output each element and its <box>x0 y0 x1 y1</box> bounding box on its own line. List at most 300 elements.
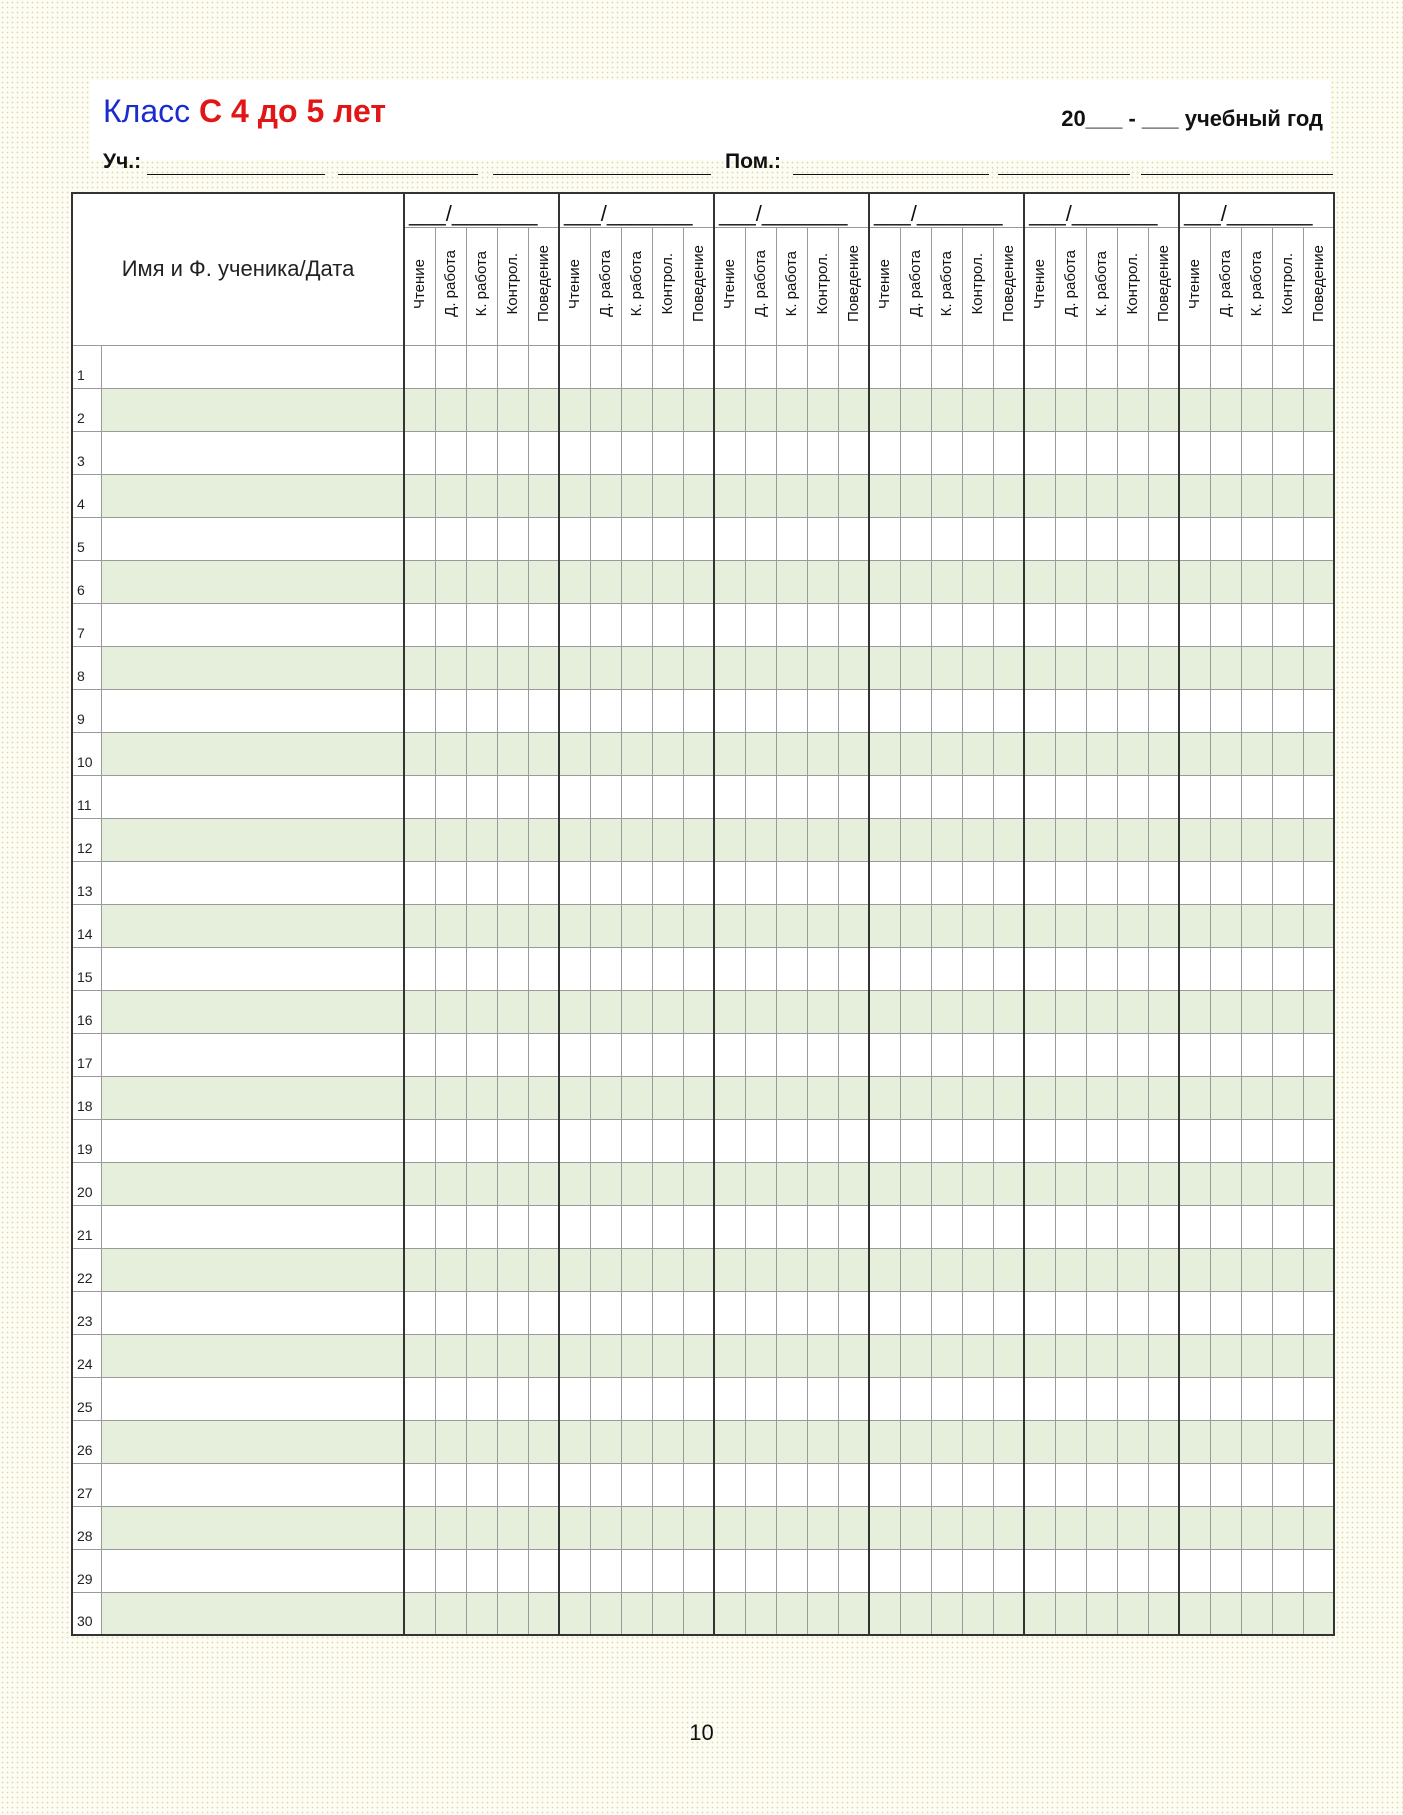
grade-cell[interactable] <box>931 560 962 603</box>
student-name-cell[interactable] <box>101 818 404 861</box>
grade-cell[interactable] <box>652 1205 683 1248</box>
grade-cell[interactable] <box>993 560 1024 603</box>
grade-cell[interactable] <box>807 1549 838 1592</box>
grade-cell[interactable] <box>652 560 683 603</box>
grade-cell[interactable] <box>1179 904 1210 947</box>
grade-cell[interactable] <box>1241 990 1272 1033</box>
grade-cell[interactable] <box>807 1291 838 1334</box>
grade-cell[interactable] <box>776 1463 807 1506</box>
grade-cell[interactable] <box>652 904 683 947</box>
grade-cell[interactable] <box>559 775 590 818</box>
grade-cell[interactable] <box>993 1463 1024 1506</box>
grade-cell[interactable] <box>466 646 497 689</box>
grade-cell[interactable] <box>1272 990 1303 1033</box>
grade-cell[interactable] <box>1272 775 1303 818</box>
grade-cell[interactable] <box>404 1162 435 1205</box>
grade-cell[interactable] <box>993 1162 1024 1205</box>
grade-cell[interactable] <box>559 1420 590 1463</box>
grade-cell[interactable] <box>931 345 962 388</box>
grade-cell[interactable] <box>1148 1334 1179 1377</box>
grade-cell[interactable] <box>714 1119 745 1162</box>
grade-cell[interactable] <box>1241 861 1272 904</box>
grade-cell[interactable] <box>1086 1592 1117 1635</box>
grade-cell[interactable] <box>745 1592 776 1635</box>
grade-cell[interactable] <box>1241 431 1272 474</box>
grade-cell[interactable] <box>962 990 993 1033</box>
grade-cell[interactable] <box>869 818 900 861</box>
grade-cell[interactable] <box>900 1592 931 1635</box>
grade-cell[interactable] <box>776 1162 807 1205</box>
student-name-cell[interactable] <box>101 990 404 1033</box>
grade-cell[interactable] <box>838 861 869 904</box>
grade-cell[interactable] <box>1055 947 1086 990</box>
grade-cell[interactable] <box>1055 1033 1086 1076</box>
grade-cell[interactable] <box>621 1463 652 1506</box>
grade-cell[interactable] <box>807 861 838 904</box>
grade-cell[interactable] <box>652 517 683 560</box>
grade-cell[interactable] <box>807 474 838 517</box>
grade-cell[interactable] <box>652 1076 683 1119</box>
grade-cell[interactable] <box>807 1205 838 1248</box>
grade-cell[interactable] <box>1210 603 1241 646</box>
grade-cell[interactable] <box>1272 388 1303 431</box>
grade-cell[interactable] <box>962 474 993 517</box>
grade-cell[interactable] <box>900 1119 931 1162</box>
grade-cell[interactable] <box>1241 947 1272 990</box>
grade-cell[interactable] <box>1117 818 1148 861</box>
grade-cell[interactable] <box>1272 1248 1303 1291</box>
grade-cell[interactable] <box>435 1119 466 1162</box>
grade-cell[interactable] <box>497 1119 528 1162</box>
grade-cell[interactable] <box>590 1119 621 1162</box>
grade-cell[interactable] <box>993 732 1024 775</box>
grade-cell[interactable] <box>1179 990 1210 1033</box>
grade-cell[interactable] <box>652 861 683 904</box>
grade-cell[interactable] <box>559 1205 590 1248</box>
grade-cell[interactable] <box>1086 1291 1117 1334</box>
grade-cell[interactable] <box>714 904 745 947</box>
grade-cell[interactable] <box>559 1162 590 1205</box>
grade-cell[interactable] <box>1024 904 1055 947</box>
grade-cell[interactable] <box>1055 1506 1086 1549</box>
grade-cell[interactable] <box>931 1119 962 1162</box>
grade-cell[interactable] <box>807 947 838 990</box>
grade-cell[interactable] <box>900 603 931 646</box>
grade-cell[interactable] <box>590 431 621 474</box>
grade-cell[interactable] <box>962 1291 993 1334</box>
grade-cell[interactable] <box>621 904 652 947</box>
grade-cell[interactable] <box>900 818 931 861</box>
grade-cell[interactable] <box>466 1377 497 1420</box>
grade-cell[interactable] <box>1055 775 1086 818</box>
grade-cell[interactable] <box>993 990 1024 1033</box>
grade-cell[interactable] <box>776 517 807 560</box>
grade-cell[interactable] <box>590 474 621 517</box>
grade-cell[interactable] <box>1055 1205 1086 1248</box>
student-name-cell[interactable] <box>101 1334 404 1377</box>
grade-cell[interactable] <box>1179 1506 1210 1549</box>
grade-cell[interactable] <box>528 818 559 861</box>
grade-cell[interactable] <box>1241 775 1272 818</box>
grade-cell[interactable] <box>404 517 435 560</box>
grade-cell[interactable] <box>590 1420 621 1463</box>
grade-cell[interactable] <box>1272 1377 1303 1420</box>
grade-cell[interactable] <box>1179 1033 1210 1076</box>
grade-cell[interactable] <box>435 861 466 904</box>
grade-cell[interactable] <box>1024 861 1055 904</box>
grade-cell[interactable] <box>1210 1033 1241 1076</box>
grade-cell[interactable] <box>1024 517 1055 560</box>
grade-cell[interactable] <box>559 474 590 517</box>
grade-cell[interactable] <box>1210 560 1241 603</box>
grade-cell[interactable] <box>559 1377 590 1420</box>
grade-cell[interactable] <box>1210 861 1241 904</box>
grade-cell[interactable] <box>1210 947 1241 990</box>
grade-cell[interactable] <box>1303 1033 1334 1076</box>
grade-cell[interactable] <box>869 1291 900 1334</box>
grade-cell[interactable] <box>993 1334 1024 1377</box>
grade-cell[interactable] <box>404 1119 435 1162</box>
grade-cell[interactable] <box>404 1420 435 1463</box>
grade-cell[interactable] <box>745 388 776 431</box>
grade-cell[interactable] <box>1210 1506 1241 1549</box>
grade-cell[interactable] <box>776 1592 807 1635</box>
grade-cell[interactable] <box>1179 861 1210 904</box>
grade-cell[interactable] <box>962 1205 993 1248</box>
grade-cell[interactable] <box>869 775 900 818</box>
grade-cell[interactable] <box>807 1076 838 1119</box>
grade-cell[interactable] <box>869 1033 900 1076</box>
grade-cell[interactable] <box>683 818 714 861</box>
grade-cell[interactable] <box>497 345 528 388</box>
student-name-cell[interactable] <box>101 603 404 646</box>
grade-cell[interactable] <box>435 947 466 990</box>
grade-cell[interactable] <box>993 947 1024 990</box>
grade-cell[interactable] <box>1241 1377 1272 1420</box>
grade-cell[interactable] <box>435 345 466 388</box>
date-header-2[interactable] <box>559 193 714 227</box>
grade-cell[interactable] <box>869 1420 900 1463</box>
grade-cell[interactable] <box>776 474 807 517</box>
grade-cell[interactable] <box>1055 431 1086 474</box>
grade-cell[interactable] <box>745 775 776 818</box>
grade-cell[interactable] <box>466 345 497 388</box>
grade-cell[interactable] <box>714 1549 745 1592</box>
grade-cell[interactable] <box>745 560 776 603</box>
grade-cell[interactable] <box>1148 947 1179 990</box>
grade-cell[interactable] <box>590 1506 621 1549</box>
grade-cell[interactable] <box>1117 1205 1148 1248</box>
grade-cell[interactable] <box>1024 1119 1055 1162</box>
grade-cell[interactable] <box>652 990 683 1033</box>
grade-cell[interactable] <box>435 388 466 431</box>
grade-cell[interactable] <box>652 818 683 861</box>
grade-cell[interactable] <box>466 603 497 646</box>
grade-cell[interactable] <box>466 990 497 1033</box>
grade-cell[interactable] <box>621 388 652 431</box>
grade-cell[interactable] <box>466 818 497 861</box>
grade-cell[interactable] <box>652 1377 683 1420</box>
grade-cell[interactable] <box>745 1334 776 1377</box>
grade-cell[interactable] <box>621 474 652 517</box>
grade-cell[interactable] <box>497 603 528 646</box>
grade-cell[interactable] <box>745 990 776 1033</box>
grade-cell[interactable] <box>590 603 621 646</box>
grade-cell[interactable] <box>1117 775 1148 818</box>
grade-cell[interactable] <box>1117 560 1148 603</box>
grade-cell[interactable] <box>466 904 497 947</box>
grade-cell[interactable] <box>559 1248 590 1291</box>
grade-cell[interactable] <box>714 1205 745 1248</box>
grade-cell[interactable] <box>869 990 900 1033</box>
grade-cell[interactable] <box>745 1506 776 1549</box>
grade-cell[interactable] <box>1272 1463 1303 1506</box>
grade-cell[interactable] <box>1148 431 1179 474</box>
grade-cell[interactable] <box>652 603 683 646</box>
grade-cell[interactable] <box>559 904 590 947</box>
grade-cell[interactable] <box>1210 1463 1241 1506</box>
grade-cell[interactable] <box>807 1506 838 1549</box>
grade-cell[interactable] <box>497 861 528 904</box>
grade-cell[interactable] <box>1055 1119 1086 1162</box>
grade-cell[interactable] <box>559 1291 590 1334</box>
grade-cell[interactable] <box>621 732 652 775</box>
grade-cell[interactable] <box>528 1076 559 1119</box>
grade-cell[interactable] <box>528 1463 559 1506</box>
grade-cell[interactable] <box>1303 732 1334 775</box>
grade-cell[interactable] <box>621 1592 652 1635</box>
grade-cell[interactable] <box>1210 775 1241 818</box>
grade-cell[interactable] <box>838 689 869 732</box>
grade-cell[interactable] <box>652 431 683 474</box>
grade-cell[interactable] <box>900 947 931 990</box>
grade-cell[interactable] <box>590 1592 621 1635</box>
grade-cell[interactable] <box>714 1076 745 1119</box>
grade-cell[interactable] <box>931 1248 962 1291</box>
grade-cell[interactable] <box>1241 904 1272 947</box>
grade-cell[interactable] <box>1055 689 1086 732</box>
grade-cell[interactable] <box>683 345 714 388</box>
grade-cell[interactable] <box>1086 1377 1117 1420</box>
grade-cell[interactable] <box>1272 431 1303 474</box>
grade-cell[interactable] <box>652 775 683 818</box>
grade-cell[interactable] <box>497 1592 528 1635</box>
grade-cell[interactable] <box>1272 646 1303 689</box>
grade-cell[interactable] <box>1241 474 1272 517</box>
grade-cell[interactable] <box>1272 1506 1303 1549</box>
grade-cell[interactable] <box>993 1205 1024 1248</box>
grade-cell[interactable] <box>621 1205 652 1248</box>
grade-cell[interactable] <box>1241 517 1272 560</box>
grade-cell[interactable] <box>1210 1291 1241 1334</box>
grade-cell[interactable] <box>1117 1334 1148 1377</box>
grade-cell[interactable] <box>652 732 683 775</box>
grade-cell[interactable] <box>497 388 528 431</box>
grade-cell[interactable] <box>590 1549 621 1592</box>
grade-cell[interactable] <box>1179 345 1210 388</box>
grade-cell[interactable] <box>776 1334 807 1377</box>
grade-cell[interactable] <box>962 517 993 560</box>
grade-cell[interactable] <box>745 1076 776 1119</box>
grade-cell[interactable] <box>1303 689 1334 732</box>
grade-cell[interactable] <box>466 474 497 517</box>
grade-cell[interactable] <box>1210 1119 1241 1162</box>
grade-cell[interactable] <box>683 904 714 947</box>
grade-cell[interactable] <box>1086 732 1117 775</box>
grade-cell[interactable] <box>435 818 466 861</box>
student-name-cell[interactable] <box>101 904 404 947</box>
grade-cell[interactable] <box>1117 431 1148 474</box>
grade-cell[interactable] <box>900 1377 931 1420</box>
grade-cell[interactable] <box>745 947 776 990</box>
grade-cell[interactable] <box>1024 732 1055 775</box>
grade-cell[interactable] <box>1210 388 1241 431</box>
teacher-line-3[interactable] <box>493 174 711 175</box>
grade-cell[interactable] <box>528 861 559 904</box>
grade-cell[interactable] <box>621 1119 652 1162</box>
grade-cell[interactable] <box>869 646 900 689</box>
grade-cell[interactable] <box>652 1592 683 1635</box>
grade-cell[interactable] <box>1179 1248 1210 1291</box>
grade-cell[interactable] <box>404 861 435 904</box>
grade-cell[interactable] <box>869 474 900 517</box>
grade-cell[interactable] <box>962 689 993 732</box>
grade-cell[interactable] <box>528 474 559 517</box>
grade-cell[interactable] <box>838 431 869 474</box>
grade-cell[interactable] <box>993 1248 1024 1291</box>
grade-cell[interactable] <box>931 947 962 990</box>
grade-cell[interactable] <box>931 1033 962 1076</box>
grade-cell[interactable] <box>931 1420 962 1463</box>
grade-cell[interactable] <box>962 560 993 603</box>
grade-cell[interactable] <box>838 1119 869 1162</box>
grade-cell[interactable] <box>1024 1162 1055 1205</box>
grade-cell[interactable] <box>404 1549 435 1592</box>
grade-cell[interactable] <box>869 1162 900 1205</box>
grade-cell[interactable] <box>776 431 807 474</box>
grade-cell[interactable] <box>1272 732 1303 775</box>
grade-cell[interactable] <box>1303 388 1334 431</box>
grade-cell[interactable] <box>900 560 931 603</box>
grade-cell[interactable] <box>1303 603 1334 646</box>
grade-cell[interactable] <box>497 990 528 1033</box>
grade-cell[interactable] <box>931 861 962 904</box>
grade-cell[interactable] <box>931 517 962 560</box>
grade-cell[interactable] <box>776 1291 807 1334</box>
grade-cell[interactable] <box>404 1248 435 1291</box>
grade-cell[interactable] <box>1086 947 1117 990</box>
grade-cell[interactable] <box>714 431 745 474</box>
grade-cell[interactable] <box>1117 861 1148 904</box>
grade-cell[interactable] <box>900 1334 931 1377</box>
grade-cell[interactable] <box>838 1334 869 1377</box>
grade-cell[interactable] <box>745 1377 776 1420</box>
grade-cell[interactable] <box>776 990 807 1033</box>
grade-cell[interactable] <box>900 1205 931 1248</box>
grade-cell[interactable] <box>435 474 466 517</box>
grade-cell[interactable] <box>1148 1420 1179 1463</box>
grade-cell[interactable] <box>838 1506 869 1549</box>
grade-cell[interactable] <box>1148 689 1179 732</box>
grade-cell[interactable] <box>1241 1592 1272 1635</box>
grade-cell[interactable] <box>435 1076 466 1119</box>
grade-cell[interactable] <box>590 861 621 904</box>
grade-cell[interactable] <box>528 732 559 775</box>
grade-cell[interactable] <box>745 1205 776 1248</box>
grade-cell[interactable] <box>776 1076 807 1119</box>
grade-cell[interactable] <box>1241 1162 1272 1205</box>
grade-cell[interactable] <box>1117 646 1148 689</box>
grade-cell[interactable] <box>900 1463 931 1506</box>
grade-cell[interactable] <box>807 560 838 603</box>
grade-cell[interactable] <box>1210 1162 1241 1205</box>
grade-cell[interactable] <box>838 1377 869 1420</box>
grade-cell[interactable] <box>528 990 559 1033</box>
grade-cell[interactable] <box>869 1592 900 1635</box>
grade-cell[interactable] <box>1179 603 1210 646</box>
grade-cell[interactable] <box>1179 1377 1210 1420</box>
grade-cell[interactable] <box>1210 990 1241 1033</box>
grade-cell[interactable] <box>652 1549 683 1592</box>
grade-cell[interactable] <box>1086 1506 1117 1549</box>
grade-cell[interactable] <box>1148 1119 1179 1162</box>
grade-cell[interactable] <box>1272 1334 1303 1377</box>
student-name-cell[interactable] <box>101 345 404 388</box>
grade-cell[interactable] <box>466 1119 497 1162</box>
grade-cell[interactable] <box>1179 947 1210 990</box>
grade-cell[interactable] <box>497 431 528 474</box>
grade-cell[interactable] <box>714 818 745 861</box>
grade-cell[interactable] <box>1272 1549 1303 1592</box>
grade-cell[interactable] <box>869 689 900 732</box>
grade-cell[interactable] <box>869 904 900 947</box>
grade-cell[interactable] <box>1148 1549 1179 1592</box>
grade-cell[interactable] <box>807 1420 838 1463</box>
grade-cell[interactable] <box>1117 947 1148 990</box>
grade-cell[interactable] <box>683 1205 714 1248</box>
grade-cell[interactable] <box>1272 1205 1303 1248</box>
grade-cell[interactable] <box>714 1291 745 1334</box>
grade-cell[interactable] <box>1117 1033 1148 1076</box>
grade-cell[interactable] <box>497 1420 528 1463</box>
grade-cell[interactable] <box>528 431 559 474</box>
grade-cell[interactable] <box>528 1162 559 1205</box>
grade-cell[interactable] <box>1241 1463 1272 1506</box>
grade-cell[interactable] <box>714 1334 745 1377</box>
grade-cell[interactable] <box>497 1334 528 1377</box>
student-name-cell[interactable] <box>101 1549 404 1592</box>
grade-cell[interactable] <box>621 1506 652 1549</box>
grade-cell[interactable] <box>1055 474 1086 517</box>
grade-cell[interactable] <box>993 517 1024 560</box>
grade-cell[interactable] <box>745 474 776 517</box>
grade-cell[interactable] <box>435 646 466 689</box>
grade-cell[interactable] <box>652 345 683 388</box>
grade-cell[interactable] <box>466 1291 497 1334</box>
grade-cell[interactable] <box>1303 1162 1334 1205</box>
grade-cell[interactable] <box>776 1420 807 1463</box>
grade-cell[interactable] <box>683 1506 714 1549</box>
grade-cell[interactable] <box>435 1162 466 1205</box>
grade-cell[interactable] <box>1210 431 1241 474</box>
grade-cell[interactable] <box>1272 861 1303 904</box>
grade-cell[interactable] <box>652 646 683 689</box>
grade-cell[interactable] <box>714 732 745 775</box>
grade-cell[interactable] <box>1210 517 1241 560</box>
grade-cell[interactable] <box>435 1592 466 1635</box>
grade-cell[interactable] <box>1272 474 1303 517</box>
grade-cell[interactable] <box>1272 345 1303 388</box>
